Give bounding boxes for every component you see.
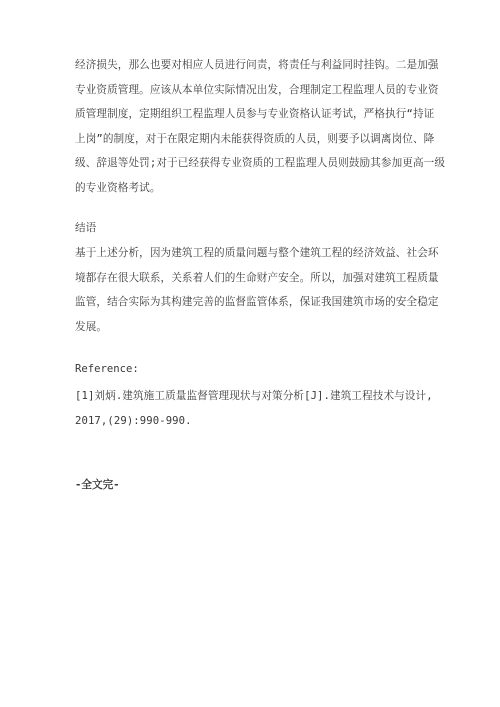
- paragraph-line: 基于上述分析，因为建筑工程的质量问题与整个建筑工程的经济效益、社会环: [75, 247, 439, 259]
- body-paragraph-2: [75, 241, 439, 339]
- reference-line: [1]刘炳.建筑施工质量监督管理现状与对策分析[J].建筑工程技术与设计,: [75, 390, 433, 402]
- paragraph-line: 经济损失，那么也要对相应人员进行问责，将责任与利益同时挂钩。二是加强: [75, 59, 439, 71]
- paragraph-line: 级、辞退等处罚;对于已经获得专业资质的工程监理人员则鼓励其参加更高一级: [75, 157, 446, 169]
- reference-line: 2017,(29):990-990.: [75, 414, 192, 427]
- body-paragraph-1: [75, 53, 446, 200]
- conclusion-heading: 结语: [75, 222, 97, 234]
- paragraph-line: 上岗”的制度，对于在限定期内未能获得资质的人员，则要予以调离岗位、降: [75, 132, 435, 145]
- paragraph-line: 发展。: [75, 320, 108, 333]
- paragraph-line: 质管理制度，定期组织工程监理人员参与专业资格认证考试，严格执行“持证: [75, 108, 435, 120]
- end-mark: -全文完-: [75, 479, 120, 491]
- paragraph-line: 境都存在很大联系，关系着人们的生命财产安全。所以，加强对建筑工程质量: [75, 271, 439, 284]
- paragraph-line: 的专业资格考试。: [75, 181, 161, 194]
- reference-heading: Reference:: [75, 363, 139, 375]
- reference-entry: [75, 384, 433, 433]
- paragraph-line: 专业资质管理。应该从本单位实际情况出发，合理制定工程监理人员的专业资: [75, 83, 439, 96]
- paragraph-line: 监管，结合实际为其构建完善的监督监管体系，保证我国建筑市场的安全稳定: [75, 296, 439, 308]
